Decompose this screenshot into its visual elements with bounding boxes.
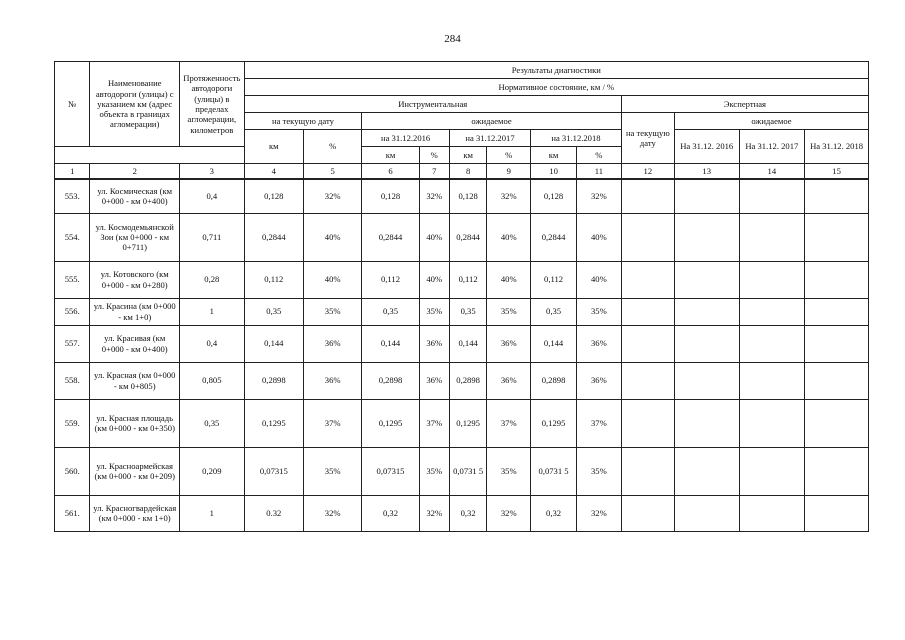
cell-expert-empty	[805, 213, 869, 261]
table-row	[55, 213, 869, 261]
cell-km: 0,128	[244, 179, 303, 213]
cell-expert-empty	[805, 399, 869, 447]
row-number: 554.	[55, 213, 90, 261]
cell-pct: 40%	[304, 213, 362, 261]
cell-expert-empty	[621, 213, 674, 261]
row-number: 553.	[55, 179, 90, 213]
cell-expert-empty	[739, 298, 805, 325]
cell-km18: 0,2844	[531, 213, 577, 261]
cell-pct: 35%	[304, 298, 362, 325]
cell-expert-empty	[674, 261, 739, 298]
header-km-2018: км	[531, 147, 577, 164]
cell-pct16: 35%	[419, 447, 449, 495]
cell-expert-empty	[621, 261, 674, 298]
cell-pct18: 36%	[576, 325, 621, 362]
cell-km18: 0,35	[531, 298, 577, 325]
table-row	[55, 298, 869, 325]
cell-km: 0,2844	[244, 213, 303, 261]
cell-km: 0,112	[244, 261, 303, 298]
cell-pct16: 35%	[419, 298, 449, 325]
index-cell: 2	[90, 164, 180, 180]
index-cell: 7	[419, 164, 449, 180]
cell-len: 1	[180, 298, 245, 325]
row-number: 555.	[55, 261, 90, 298]
cell-pct16: 36%	[419, 362, 449, 399]
cell-km18: 0,112	[531, 261, 577, 298]
cell-expert-empty	[739, 325, 805, 362]
cell-km: 0,1295	[244, 399, 303, 447]
cell-km16: 0,128	[362, 179, 419, 213]
cell-expert-empty	[621, 362, 674, 399]
table-row	[55, 261, 869, 298]
cell-pct16: 40%	[419, 261, 449, 298]
cell-km: 0,144	[244, 325, 303, 362]
cell-pct18: 32%	[576, 495, 621, 531]
cell-len: 0,4	[180, 325, 245, 362]
cell-pct16: 37%	[419, 399, 449, 447]
cell-pct: 37%	[304, 399, 362, 447]
cell-pct18: 35%	[576, 298, 621, 325]
cell-pct18: 36%	[576, 362, 621, 399]
cell-pct17: 35%	[487, 447, 531, 495]
index-cell: 9	[487, 164, 531, 180]
cell-km: 0,07315	[244, 447, 303, 495]
road-name: ул. Красная (км 0+000 - км 0+805)	[90, 362, 180, 399]
table-header	[55, 62, 869, 180]
row-number: 557.	[55, 325, 90, 362]
cell-expert-empty	[739, 447, 805, 495]
index-cell: 11	[576, 164, 621, 180]
cell-len: 0,28	[180, 261, 245, 298]
cell-pct: 32%	[304, 495, 362, 531]
cell-km16: 0,1295	[362, 399, 419, 447]
row-number: 560.	[55, 447, 90, 495]
cell-pct16: 32%	[419, 495, 449, 531]
cell-expert-empty	[674, 179, 739, 213]
cell-expert-empty	[739, 399, 805, 447]
cell-km16: 0,07315	[362, 447, 419, 495]
header-expert-2017: На 31.12. 2017	[739, 130, 805, 164]
index-cell: 4	[244, 164, 303, 180]
header-km-2016: км	[362, 147, 419, 164]
cell-pct18: 37%	[576, 399, 621, 447]
diagnostics-table	[54, 61, 869, 532]
cell-pct18: 40%	[576, 261, 621, 298]
cell-km17: 0,1295	[449, 399, 487, 447]
header-current-date: на текущую дату	[244, 113, 362, 130]
cell-expert-empty	[739, 261, 805, 298]
cell-expert-empty	[805, 447, 869, 495]
cell-len: 0,805	[180, 362, 245, 399]
cell-pct: 36%	[304, 325, 362, 362]
index-cell: 14	[739, 164, 805, 180]
cell-km18: 0,0731 5	[531, 447, 577, 495]
table-row	[55, 495, 869, 531]
table-row	[55, 325, 869, 362]
index-cell: 13	[674, 164, 739, 180]
index-cell: 10	[531, 164, 577, 180]
index-cell: 15	[805, 164, 869, 180]
cell-km17: 0,2844	[449, 213, 487, 261]
header-expert: Экспертная	[621, 96, 868, 113]
cell-km16: 0,32	[362, 495, 419, 531]
header-instrumental: Инструментальная	[244, 96, 621, 113]
header-pct-2017: %	[487, 147, 531, 164]
header-expert-2018: На 31.12. 2018	[805, 130, 869, 164]
cell-expert-empty	[674, 325, 739, 362]
row-number: 559.	[55, 399, 90, 447]
cell-km17: 0,112	[449, 261, 487, 298]
cell-pct: 36%	[304, 362, 362, 399]
cell-pct17: 35%	[487, 298, 531, 325]
row-number: 561.	[55, 495, 90, 531]
cell-len: 0,209	[180, 447, 245, 495]
cell-km18: 0,32	[531, 495, 577, 531]
index-cell: 6	[362, 164, 419, 180]
index-cell: 3	[180, 164, 245, 180]
header-road-name: Наименование автодороги (улицы) с указанием км (адрес объекта в границах агломерации)	[90, 62, 180, 147]
cell-pct17: 36%	[487, 325, 531, 362]
cell-km17: 0,144	[449, 325, 487, 362]
table-body	[55, 179, 869, 531]
cell-pct: 32%	[304, 179, 362, 213]
cell-pct: 40%	[304, 261, 362, 298]
header-no: №	[55, 62, 90, 147]
index-cell: 1	[55, 164, 90, 180]
road-name: ул. Красная площадь (км 0+000 - км 0+350)	[90, 399, 180, 447]
cell-expert-empty	[739, 495, 805, 531]
table-row	[55, 447, 869, 495]
header-pct-2018: %	[576, 147, 621, 164]
cell-expert-empty	[674, 495, 739, 531]
cell-expert-empty	[621, 447, 674, 495]
index-cell: 12	[621, 164, 674, 180]
table-row	[55, 179, 869, 213]
cell-km18: 0,2898	[531, 362, 577, 399]
cell-expert-empty	[805, 298, 869, 325]
cell-expert-empty	[805, 261, 869, 298]
cell-expert-empty	[739, 362, 805, 399]
cell-pct17: 40%	[487, 213, 531, 261]
cell-pct17: 32%	[487, 179, 531, 213]
header-pct-2016: %	[419, 147, 449, 164]
cell-expert-empty	[739, 179, 805, 213]
cell-expert-empty	[674, 447, 739, 495]
cell-km16: 0,35	[362, 298, 419, 325]
cell-expert-empty	[805, 325, 869, 362]
index-cell: 5	[304, 164, 362, 180]
header-km: км	[244, 130, 303, 164]
row-number: 558.	[55, 362, 90, 399]
cell-pct16: 36%	[419, 325, 449, 362]
header-date-2017: на 31.12.2017	[449, 130, 530, 147]
cell-len: 1	[180, 495, 245, 531]
cell-km: 0,2898	[244, 362, 303, 399]
cell-expert-empty	[621, 298, 674, 325]
cell-len: 0,35	[180, 399, 245, 447]
header-date-2016: на 31.12.2016	[362, 130, 450, 147]
header-pct: %	[304, 130, 362, 164]
cell-expert-empty	[621, 399, 674, 447]
header-expert-current: на текущую дату	[621, 113, 674, 164]
cell-km16: 0,144	[362, 325, 419, 362]
road-name: ул. Котовского (км 0+000 - км 0+280)	[90, 261, 180, 298]
cell-expert-empty	[674, 399, 739, 447]
cell-expert-empty	[805, 179, 869, 213]
road-name: ул. Красивая (км 0+000 - км 0+400)	[90, 325, 180, 362]
cell-expert-empty	[621, 179, 674, 213]
row-number: 556.	[55, 298, 90, 325]
cell-km16: 0,112	[362, 261, 419, 298]
cell-km: 0,35	[244, 298, 303, 325]
cell-pct17: 36%	[487, 362, 531, 399]
cell-km16: 0,2898	[362, 362, 419, 399]
cell-pct18: 40%	[576, 213, 621, 261]
road-name: ул. Красина (км 0+000 - км 1+0)	[90, 298, 180, 325]
cell-expert-empty	[621, 325, 674, 362]
cell-km16: 0,2844	[362, 213, 419, 261]
cell-pct16: 32%	[419, 179, 449, 213]
header-expert-2016: На 31.12. 2016	[674, 130, 739, 164]
page-number: 284	[444, 33, 461, 45]
header-expected: ожидаемое	[362, 113, 621, 130]
cell-km17: 0,2898	[449, 362, 487, 399]
cell-pct18: 32%	[576, 179, 621, 213]
cell-km18: 0,1295	[531, 399, 577, 447]
header-km-2017: км	[449, 147, 487, 164]
cell-km17: 0,128	[449, 179, 487, 213]
cell-expert-empty	[674, 362, 739, 399]
header-length: Протяженность автодороги (улицы) в пределах агломерации, километров	[180, 62, 245, 147]
cell-expert-empty	[621, 495, 674, 531]
cell-expert-empty	[805, 362, 869, 399]
cell-expert-empty	[805, 495, 869, 531]
table-row	[55, 399, 869, 447]
road-name: ул. Красноармейская (км 0+000 - км 0+209)	[90, 447, 180, 495]
cell-km17: 0,32	[449, 495, 487, 531]
cell-pct17: 40%	[487, 261, 531, 298]
road-name: ул. Красногвардейская (км 0+000 - км 1+0)	[90, 495, 180, 531]
cell-pct18: 35%	[576, 447, 621, 495]
header-expert-expected: ожидаемое	[674, 113, 868, 130]
road-name: ул. Космическая (км 0+000 - км 0+400)	[90, 179, 180, 213]
cell-expert-empty	[674, 298, 739, 325]
cell-km: 0.32	[244, 495, 303, 531]
road-name: ул. Космодемьянской Зои (км 0+000 - км 0+711)	[90, 213, 180, 261]
index-cell: 8	[449, 164, 487, 180]
cell-pct17: 37%	[487, 399, 531, 447]
cell-expert-empty	[739, 213, 805, 261]
cell-pct16: 40%	[419, 213, 449, 261]
table-row	[55, 362, 869, 399]
cell-len: 0,711	[180, 213, 245, 261]
header-results: Результаты диагностики	[244, 62, 868, 79]
header-date-2018: на 31.12.2018	[531, 130, 622, 147]
cell-pct: 35%	[304, 447, 362, 495]
cell-km18: 0,128	[531, 179, 577, 213]
cell-km18: 0,144	[531, 325, 577, 362]
cell-pct17: 32%	[487, 495, 531, 531]
cell-km17: 0,0731 5	[449, 447, 487, 495]
header-normative: Нормативное состояние, км / %	[244, 79, 868, 96]
cell-expert-empty	[674, 213, 739, 261]
cell-len: 0,4	[180, 179, 245, 213]
cell-km17: 0,35	[449, 298, 487, 325]
